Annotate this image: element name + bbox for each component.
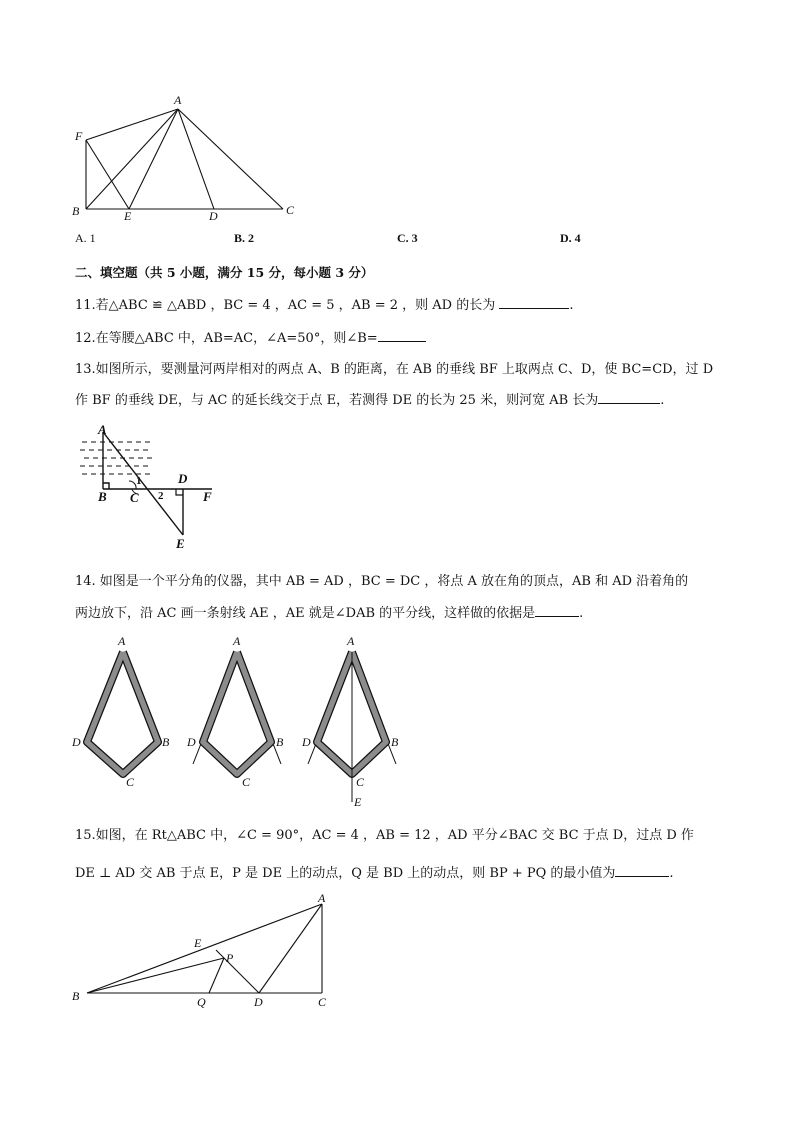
option-a[interactable]: A. 1	[75, 231, 96, 245]
label-B-2: B	[276, 735, 284, 749]
label-B: B	[72, 989, 80, 1003]
label-E: E	[124, 209, 132, 223]
label-C: C	[286, 203, 295, 217]
label-D: D	[178, 471, 188, 486]
label-B-1: B	[162, 735, 170, 749]
q15-blank[interactable]	[615, 864, 669, 877]
label-D-2: D	[187, 735, 196, 749]
figure-q14	[65, 630, 425, 810]
label-C: C	[318, 995, 327, 1009]
q11-text: 11.若△ABC ≌ △ABD ，BC = 4 ，AC = 5 ，AB = 2 ，则 AD 的长为	[75, 298, 496, 313]
label-A-3: A	[347, 634, 355, 648]
label-E-3: E	[354, 795, 362, 809]
figure-q15	[66, 892, 346, 1014]
q11-end: .	[569, 298, 574, 313]
label-B-3: B	[391, 735, 399, 749]
q13-end: .	[660, 393, 665, 408]
label-D-1: D	[72, 735, 81, 749]
label-E: E	[176, 536, 185, 551]
option-c[interactable]: C. 3	[397, 231, 418, 245]
q12-text: 12.在等腰△ABC 中，AB=AC，∠A=50°，则∠B=	[75, 331, 378, 346]
q13-line1: 13.如图所示，要测量河两岸相对的两点 A、B 的距离，在 AB 的垂线 BF 上取两点 C、D，使 BC=CD，过 D	[75, 362, 714, 377]
label-D: D	[254, 995, 263, 1009]
q14-end: .	[579, 606, 584, 621]
option-d[interactable]: D. 4	[560, 231, 581, 245]
question-14-line2	[75, 602, 583, 621]
label-A: A	[318, 892, 326, 905]
q14-line1: 14. 如图是一个平分角的仪器，其中 AB = AD ，BC = DC ，将点 A 放在角的顶点，AB 和 AD 沿着角的	[75, 574, 689, 589]
figure-q10	[65, 88, 315, 228]
label-angle-1: 1	[136, 475, 142, 487]
question-13-line2	[75, 389, 664, 408]
label-A: A	[174, 93, 182, 107]
label-P: P	[226, 951, 234, 965]
question-11	[75, 294, 574, 313]
label-F: F	[75, 129, 83, 143]
q11-blank[interactable]	[499, 296, 569, 309]
q12-blank[interactable]	[378, 329, 426, 342]
q13-line2: 作 BF 的垂线 DE，与 AC 的延长线交于点 E，若测得 DE 的长为 25 米，则河宽 AB 长为	[75, 393, 599, 408]
label-C: C	[130, 490, 139, 505]
label-C-2: C	[242, 775, 251, 789]
q15-line1: 15.如图，在 Rt△ABC 中，∠C = 90°，AC = 4 ，AB = 12 ，AD 平分∠BAC 交 BC 于点 D，过点 D 作	[75, 828, 694, 843]
question-15-line2	[75, 862, 674, 881]
q15-line2: DE ⊥ AD 交 AB 于点 E，P 是 DE 上的动点，Q 是 BD 上的动点，则 BP + PQ 的最小值为	[75, 866, 616, 881]
label-Q: Q	[197, 995, 206, 1009]
q15-end: .	[669, 866, 674, 881]
q13-blank[interactable]	[598, 391, 660, 404]
label-B: B	[72, 204, 80, 218]
label-B: B	[98, 489, 107, 504]
label-C-1: C	[126, 775, 135, 789]
label-C-3: C	[356, 775, 365, 789]
label-angle-2: 2	[158, 490, 164, 502]
question-12	[75, 327, 426, 346]
label-F: F	[203, 489, 212, 504]
label-A-1: A	[118, 634, 126, 648]
q14-blank[interactable]	[535, 604, 579, 617]
option-b[interactable]: B. 2	[234, 231, 255, 245]
label-A-2: A	[233, 634, 241, 648]
label-E: E	[194, 936, 202, 950]
figure-q13	[72, 420, 222, 555]
q14-line2: 两边放下，沿 AC 画一条射线 AE ，AE 就是∠DAB 的平分线，这样做的依据是	[75, 606, 536, 621]
section-title: 二、填空题（共 5 小题，满分 15 分，每小题 3 分）	[75, 265, 374, 280]
label-D-3: D	[302, 735, 311, 749]
label-D: D	[209, 209, 218, 223]
label-A: A	[98, 422, 107, 437]
